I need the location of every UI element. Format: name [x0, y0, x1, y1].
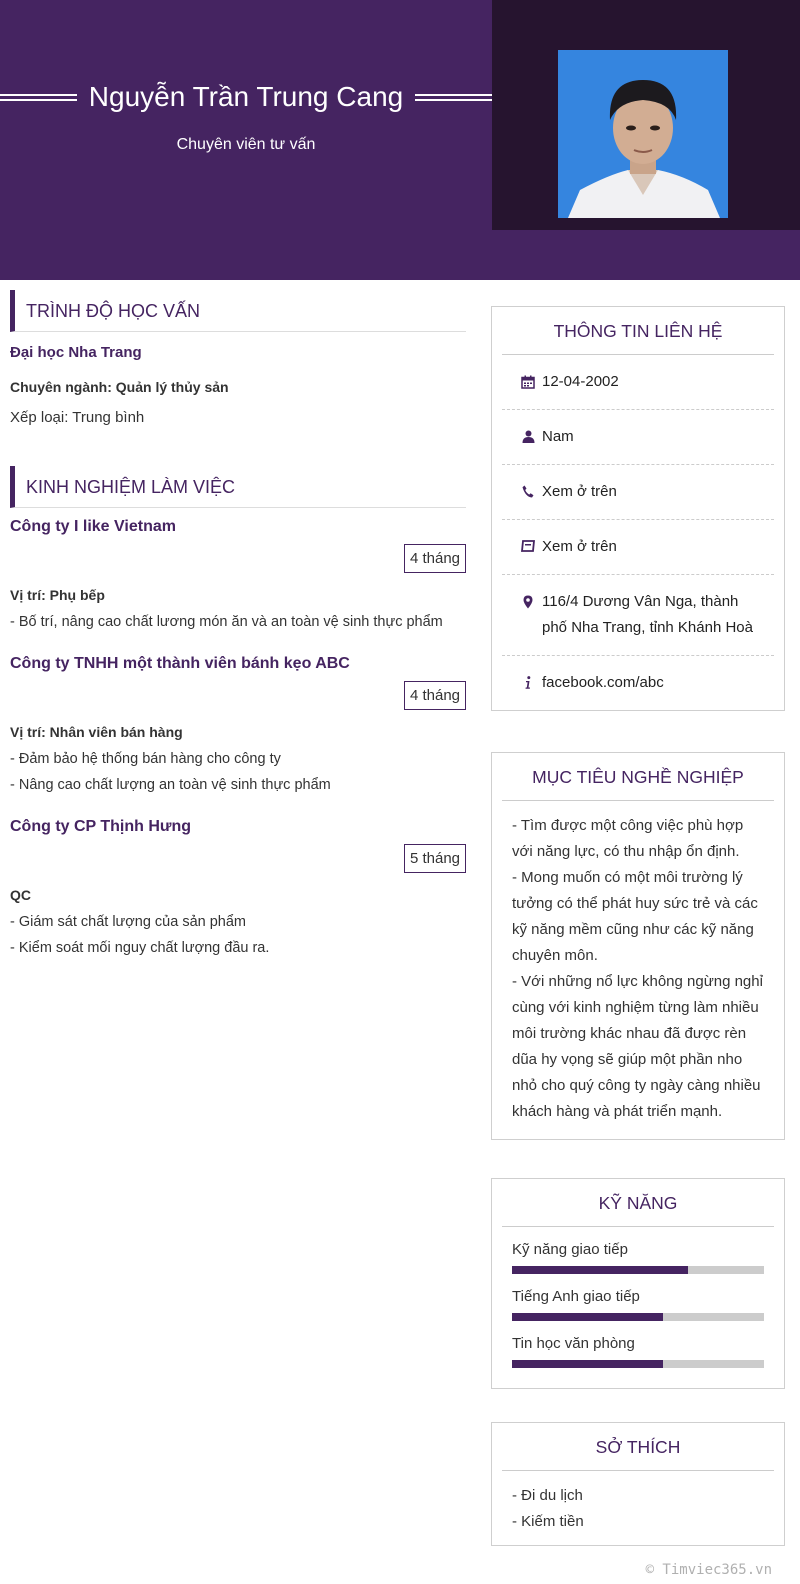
watermark: © Timviec365.vn	[645, 1562, 772, 1578]
job-entry	[10, 655, 466, 798]
hobbies-box	[491, 1422, 785, 1546]
contact-gender	[502, 410, 774, 465]
contact-gender-text: Nam	[542, 428, 574, 445]
contact-address-text: 116/4 Dương Vân Nga, thành phố Nha Trang, tỉnh Khánh Hoà	[542, 593, 753, 636]
contact-email	[502, 520, 774, 575]
job-company: Công ty TNHH một thành viên bánh kẹo ABC	[10, 655, 350, 672]
skill-bar-fill	[512, 1313, 663, 1321]
job-company: Công ty CP Thịnh Hưng	[10, 818, 192, 835]
objective-line: - Mong muốn có một môi trường lý tưởng có thể phát huy sức trẻ và các kỹ năng mềm cũng như các kỹ năng chuyên môn.	[512, 869, 758, 964]
job-company: Công ty I like Vietnam	[10, 518, 176, 535]
phone-icon	[514, 479, 542, 498]
candidate-job-title: Chuyên viên tư vấn	[176, 136, 316, 153]
objective-text	[502, 801, 774, 1139]
education-grade: Xếp loại: Trung bình	[10, 409, 145, 426]
contact-social	[502, 656, 774, 710]
skill-bar	[512, 1266, 764, 1274]
email-icon	[514, 534, 542, 552]
experience-section-title: KINH NGHIỆM LÀM VIỆC	[26, 477, 236, 497]
contact-birthdate-text: 12-04-2002	[542, 373, 619, 390]
name-decor-line-left	[0, 94, 77, 101]
name-decor-line-right	[415, 94, 492, 101]
objective-line: - Với những nổ lực không ngừng nghỉ cùng với kinh nghiệm từng làm nhiều môi trường khác nhau đã được rèn dũa hy vọng sẽ giúp một phần nho nhỏ cho quý công ty ngày càng nhiều khách hàng và phát triển mạnh.	[512, 973, 763, 1120]
contact-email-text: Xem ở trên	[542, 538, 617, 555]
skills-box	[491, 1178, 785, 1389]
skill-bar	[512, 1313, 764, 1321]
skill-name: Tin học văn phòng	[512, 1335, 635, 1352]
skill-bar-fill	[512, 1360, 663, 1368]
experience-section-header	[10, 466, 466, 508]
skill-bar-fill	[512, 1266, 688, 1274]
skill-name: Tiếng Anh giao tiếp	[512, 1288, 640, 1305]
job-description	[10, 909, 466, 961]
info-icon	[514, 670, 542, 689]
education-section-title: TRÌNH ĐỘ HỌC VẤN	[26, 301, 201, 321]
job-position: Vị trí: Phụ bếp	[10, 587, 105, 603]
contact-phone-text: Xem ở trên	[542, 483, 617, 500]
job-entry	[10, 518, 466, 635]
education-major: Chuyên ngành: Quản lý thủy sản	[10, 379, 229, 395]
objective-box	[491, 752, 785, 1140]
user-icon	[514, 424, 542, 443]
skill-name: Kỹ năng giao tiếp	[512, 1241, 628, 1258]
hobby-line: - Đi du lịch	[512, 1487, 583, 1504]
objective-title: MỤC TIÊU NGHỀ NGHIỆP	[502, 753, 774, 801]
hobby-line: - Kiếm tiền	[512, 1513, 584, 1530]
skills-title: KỸ NĂNG	[502, 1179, 774, 1227]
contact-phone	[502, 465, 774, 520]
job-duration-badge: 4 tháng	[404, 544, 466, 573]
job-description	[10, 609, 466, 635]
job-description	[10, 746, 466, 798]
skill-item	[502, 1288, 774, 1321]
job-description-line: - Giám sát chất lượng của sản phẩm	[10, 914, 247, 930]
contact-birthdate	[502, 355, 774, 410]
map-marker-icon	[514, 589, 542, 609]
contact-address	[502, 575, 774, 656]
contact-social-text: facebook.com/abc	[542, 674, 664, 691]
job-description-line: - Kiểm soát mối nguy chất lượng đầu ra.	[10, 940, 270, 956]
contact-box	[491, 306, 785, 711]
education-school: Đại học Nha Trang	[10, 344, 142, 361]
job-duration-badge: 4 tháng	[404, 681, 466, 710]
objective-line: - Tìm được một công việc phù hợp với năng lực, có thu nhập ổn định.	[512, 817, 744, 860]
job-entry	[10, 818, 466, 961]
contact-title: THÔNG TIN LIÊN HỆ	[502, 307, 774, 355]
job-description-line: - Đảm bảo hệ thống bán hàng cho công ty	[10, 751, 281, 767]
job-position: QC	[10, 887, 31, 903]
main-column	[10, 290, 466, 961]
job-description-line: - Nâng cao chất lượng an toàn vệ sinh thực phẩm	[10, 777, 331, 793]
hobbies-text	[502, 1471, 774, 1545]
skill-bar	[512, 1360, 764, 1368]
skill-item	[502, 1335, 774, 1368]
job-duration-badge: 5 tháng	[404, 844, 466, 873]
job-position: Vị trí: Nhân viên bán hàng	[10, 724, 183, 740]
candidate-name: Nguyễn Trần Trung Cang	[88, 81, 404, 112]
avatar-photo	[558, 50, 728, 218]
calendar-icon	[514, 369, 542, 389]
name-row	[0, 74, 492, 120]
hobbies-title: SỞ THÍCH	[502, 1423, 774, 1471]
education-section-header	[10, 290, 466, 332]
job-description-line: - Bố trí, nâng cao chất lương món ăn và an toàn vệ sinh thực phẩm	[10, 614, 443, 630]
skill-item	[502, 1241, 774, 1274]
